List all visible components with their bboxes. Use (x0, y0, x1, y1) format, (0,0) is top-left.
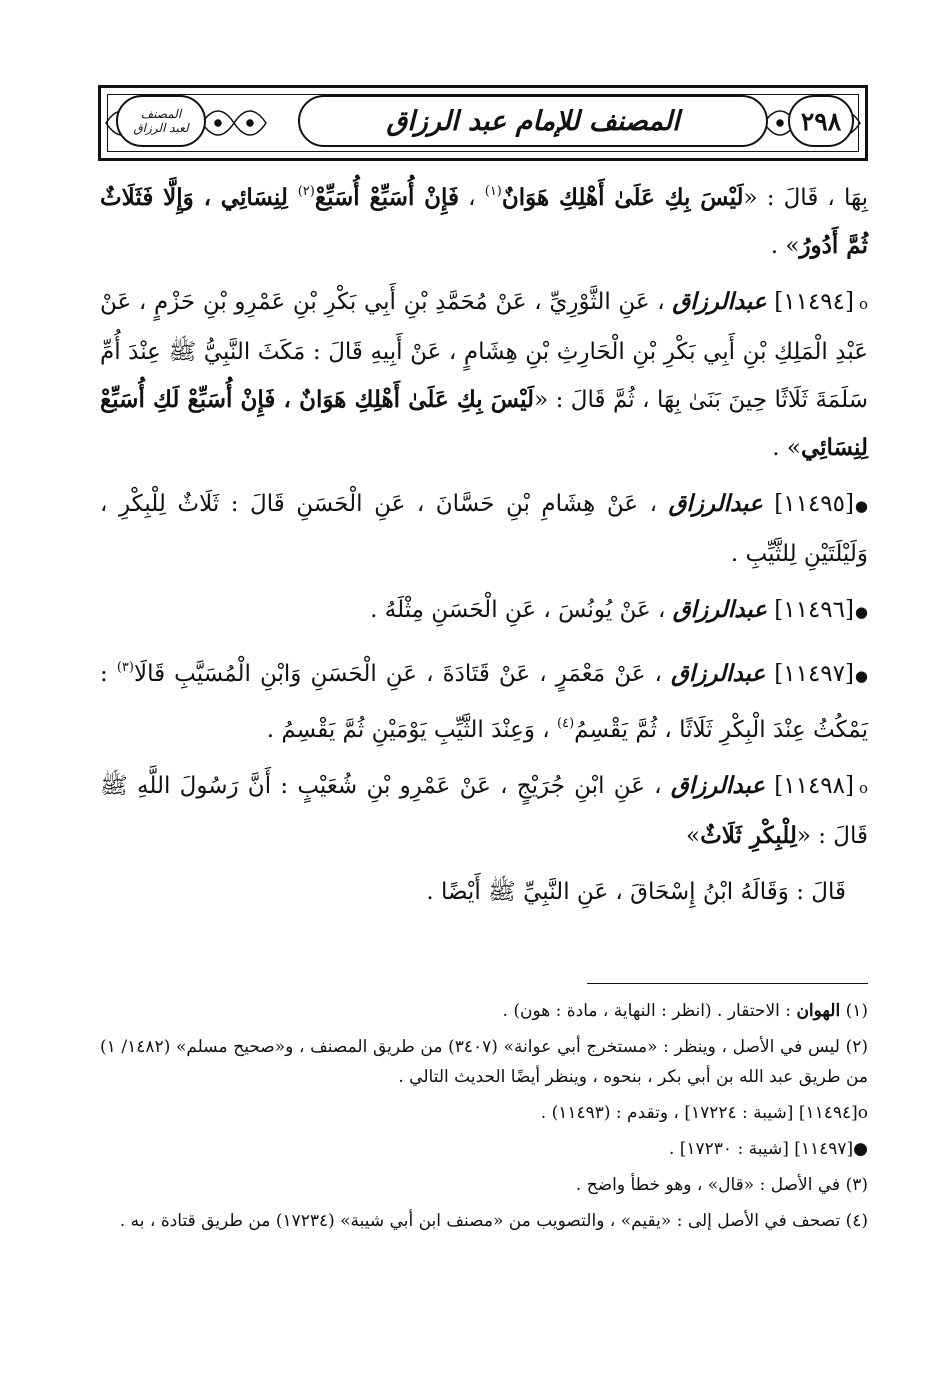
main-text (100, 168, 868, 916)
hadith-11497: ●[١١٤٩٧] عبدالرزاق ، عَنْ مَعْمَرٍ ، عَنْ قَتَادَةَ ، عَنِ الْحَسَنِ وَابْنِ الْمُسَيَّبِ قَالَا$^{(٣)}$ : يَمْكُثُ عِنْدَ الْبِكْرِ ثَلَاثًا ، ثُمَّ يَقْسِمُ$^{(٤)}$ ، وَعِنْدَ الثَّيِّبِ يَوْمَيْنِ ثُمَّ يَقْسِمُ . (100, 644, 868, 754)
solid-marker: ● (854, 667, 869, 685)
footnotes (100, 996, 868, 1242)
seal-icon (116, 95, 206, 147)
footnote-2: (٢) ليس في الأصل ، وينظر : «مستخرج أبي عوانة» (٣٤٠٧) من طريق المصنف ، و«صحيح مسلم» (١٤٨٢/ ١) من طريق عبد الله بن أبي بكر ، بنحوه ، وينظر أيضًا الحديث التالي . (100, 1037, 868, 1087)
page-number-cartouche (788, 95, 854, 147)
hadith-number: [١١٤٩٧] (774, 661, 855, 687)
header-title: المصنف للإمام عبد الرزاق (386, 105, 680, 137)
hollow-marker: o (858, 295, 869, 313)
header-title-cartouche (298, 95, 768, 147)
footnote-source-11494: o[١١٤٩٤] [شيبة : ١٧٢٢٤] ، وتقدم : (١١٤٩٣) . (540, 1103, 868, 1123)
narrator-name: عبدالرزاق (668, 490, 763, 517)
seal-text-top: المصنف (140, 107, 182, 121)
footnote-ref-4: (٤) (557, 716, 575, 731)
hadith-number: [١١٤٩٤] (774, 289, 855, 315)
narrator-name: عبدالرزاق (670, 772, 766, 799)
hadith-number: [١١٤٩٥] (774, 491, 854, 517)
hadith-11494: o[١١٤٩٤] عبدالرزاق ، عَنِ الثَّوْرِيِّ ، عَنْ مُحَمَّدِ بْنِ أَبِي بَكْرِ بْنِ عَمْرِو بْنِ حَزْمٍ ، عَنْ عَبْدِ الْمَلِكِ بْنِ أَبِي بَكْرِ بْنِ الْحَارِثِ بْنِ هِشَامٍ ، عَنْ أَبِيهِ قَالَ : مَكَثَ النَّبِيُّ ﷺ عِنْدَ أُمِّ سَلَمَةَ ثَلَاثًا حِينَ بَنَىٰ بِهَا ، ثُمَّ قَالَ : «لَيْسَ بِكِ عَلَىٰ أَهْلِكِ هَوَانٌ ، فَإِنْ أُسَبِّعْ لَكِ أُسَبِّعْ لِنِسَائِي» . (100, 278, 868, 472)
hadith-11496: ●[١١٤٩٦] عبدالرزاق ، عَنْ يُونُسَ ، عَنِ الْحَسَنِ مِثْلَهُ . (100, 586, 868, 636)
footnote-1: (١) الهوان : الاحتقار . (انظر : النهاية ، مادة : هون) . (502, 1001, 868, 1021)
page-header (98, 85, 868, 161)
footnote-ref-2: (٢) (297, 184, 315, 199)
narrator-name: عبدالرزاق (672, 596, 767, 623)
hadith-number: [١١٤٩٦] (774, 597, 854, 623)
solid-marker: ● (854, 603, 868, 621)
footnote-ref-3: (٣) (116, 660, 134, 675)
narrator-name: عبدالرزاق (672, 288, 767, 315)
hadith-11498: o[١١٤٩٨] عبدالرزاق ، عَنِ ابْنِ جُرَيْجٍ ، عَنْ عَمْرِو بْنِ شُعَيْبٍ : أَنَّ رَسُولَ اللَّهِ ﷺ قَالَ : «لِلْبِكْرِ ثَلَاثٌ» (100, 762, 868, 860)
seal-text-bottom: لعبد الرزاق (133, 121, 189, 135)
paragraph-continuation: بِهَا ، قَالَ : «لَيْسَ بِكِ عَلَىٰ أَهْلِكِ هَوَانٌ$^{(١)}$ ، فَإِنْ أُسَبِّعْ أُسَبِّعْ$^{(٢)}$ لِنِسَائِي ، وَإِلَّا فَثَلَاثٌ ثُمَّ أَدُورُ» . (100, 184, 868, 259)
prophetic-quote: لِلْبِكْرِ ثَلَاثٌ (700, 822, 797, 849)
prophetic-quote: لِنِسَائِي ، وَإِلَّا فَثَلَاثٌ ثُمَّ أَدُورُ (100, 184, 868, 259)
prophetic-quote: لَيْسَ بِكِ عَلَىٰ أَهْلِكِ هَوَانٌ (501, 184, 744, 211)
footnote-divider (587, 983, 868, 984)
hadith-11495: ●[١١٤٩٥] عبدالرزاق ، عَنْ هِشَامِ بْنِ حَسَّانَ ، عَنِ الْحَسَنِ قَالَ : ثَلَاثٌ لِلْبِكْرِ ، وَلَيْلَتَيْنِ لِلثَّيِّبِ . (100, 480, 868, 578)
page-number: ٢٩٨ (800, 106, 842, 136)
prophetic-quote: فَإِنْ أُسَبِّعْ أُسَبِّعْ (314, 184, 460, 211)
footnote-3: (٣) في الأصل : «قال» ، وهو خطأ واضح . (575, 1175, 868, 1195)
footnote-ref-1: (١) (484, 184, 502, 199)
footnote-source-11497: ●[١١٤٩٧] [شيبة : ١٧٢٣٠] . (668, 1139, 868, 1159)
narrator-name: عبدالرزاق (671, 660, 766, 687)
footnote-4: (٤) تصحف في الأصل إلى : «يقيم» ، والتصويب من «مصنف ابن أبي شيبة» (١٧٢٣٤) من طريق قتادة ، به . (119, 1211, 868, 1231)
hollow-marker: o (858, 779, 869, 797)
prophetic-quote: لَيْسَ بِكِ عَلَىٰ أَهْلِكِ هَوَانٌ ، فَإِنْ أُسَبِّعْ لَكِ أُسَبِّعْ لِنِسَائِي (100, 386, 868, 461)
closing-remark: قَالَ : وَقَالَهُ ابْنُ إِسْحَاقَ ، عَنِ النَّبِيِّ ﷺ أَيْضًا . (426, 879, 846, 905)
solid-marker: ● (854, 497, 868, 515)
hadith-number: [١١٤٩٨] (774, 773, 855, 799)
